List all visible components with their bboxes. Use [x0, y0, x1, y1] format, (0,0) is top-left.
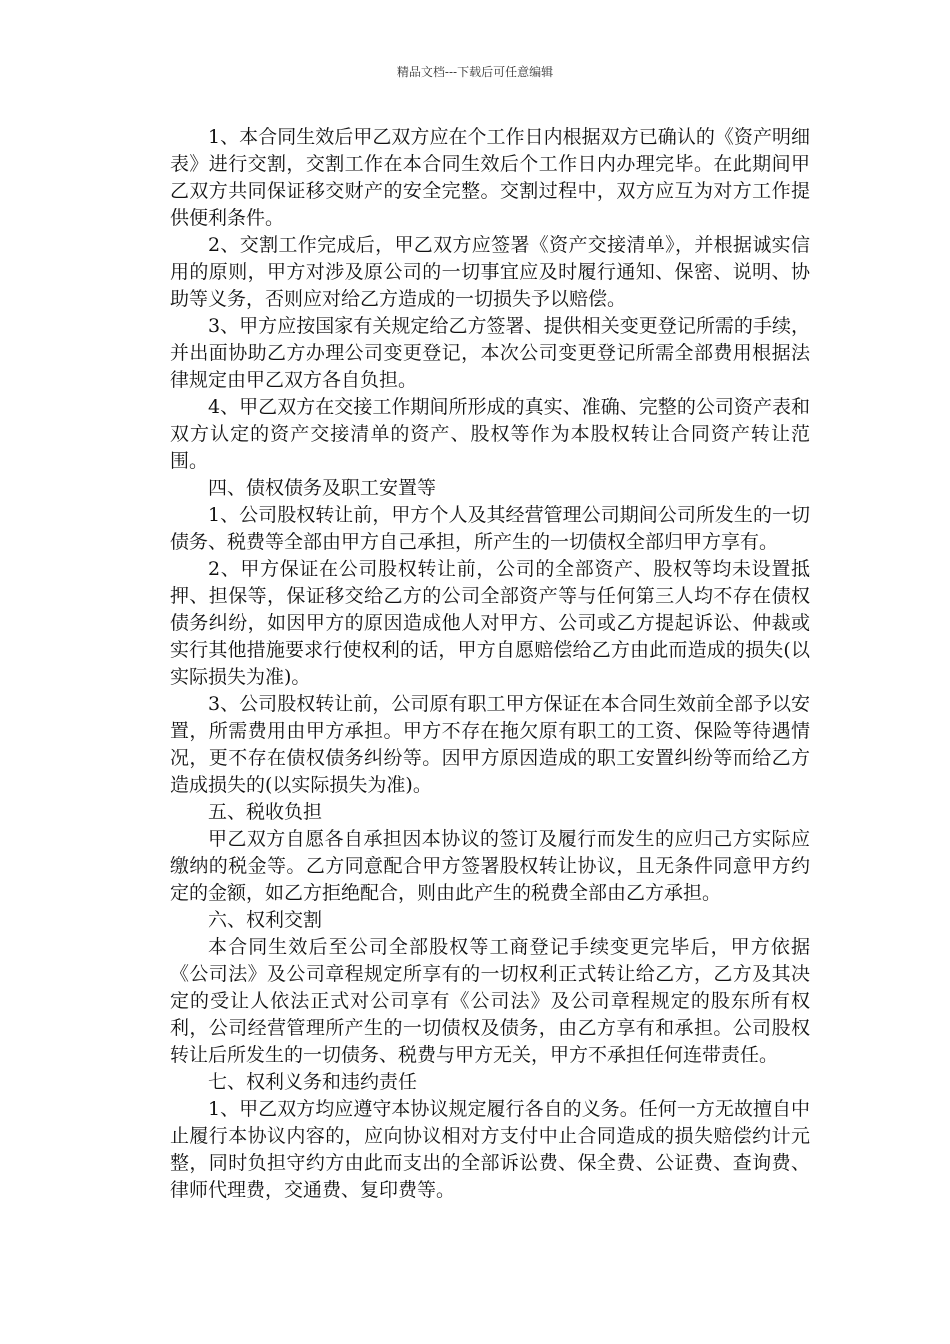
section-heading-rights-transfer: 六、权利交割 — [208, 909, 323, 931]
paragraph-debts-1: 1、公司股权转让前，甲方个人及其经营管理公司期间公司所发生的一切债务、税费等全部由甲方自己承担，所产生的一切债权全部归甲方享有。 — [170, 504, 810, 553]
paragraph-tax: 甲乙双方自愿各自承担因本协议的签订及履行而发生的应归己方实际应缴纳的税金等。乙方同意配合甲方签署股权转让协议，且无条件同意甲方约定的金额，如乙方拒绝配合，则由此产生的税费全部由乙方承担。 — [170, 828, 810, 904]
page-header: 精品文档---下载后可任意编辑 — [396, 65, 554, 79]
paragraph-clause-2: 2、交割工作完成后，甲乙双方应签署《资产交接清单》，并根据诚实信用的原则，甲方对涉及原公司的一切事宜应及时履行通知、保密、说明、协助等义务，否则应对给乙方造成的一切损失予以赔偿。 — [170, 234, 810, 310]
section-heading-debts: 四、债权债务及职工安置等 — [208, 477, 437, 499]
section-heading-obligations: 七、权利义务和违约责任 — [208, 1071, 418, 1093]
paragraph-clause-4: 4、甲乙双方在交接工作期间所形成的真实、准确、完整的公司资产表和双方认定的资产交接清单的资产、股权等作为本股权转让合同资产转让范围。 — [170, 396, 810, 472]
paragraph-debts-3: 3、公司股权转让前，公司原有职工甲方保证在本合同生效前全部予以安置，所需费用由甲方承担。甲方不存在拖欠原有职工的工资、保险等待遇情况，更不存在债权债务纠纷等。因甲方原因造成的职工安置纠纷等而给乙方造成损失的(以实际损失为准)。 — [170, 693, 810, 796]
paragraph-debts-2: 2、甲方保证在公司股权转让前，公司的全部资产、股权等均未设置抵押、担保等，保证移交给乙方的公司全部资产等与任何第三人均不存在债权债务纠纷，如因甲方的原因造成他人对甲方、公司或乙方提起诉讼、仲裁或实行其他措施要求行使权利的话，甲方自愿赔偿给乙方由此而造成的损失(以实际损失为准)。 — [170, 558, 810, 688]
paragraph-clause-3: 3、甲方应按国家有关规定给乙方签署、提供相关变更登记所需的手续，并出面协助乙方办理公司变更登记，本次公司变更登记所需全部费用根据法律规定由甲乙双方各自负担。 — [170, 315, 810, 391]
document-body — [170, 124, 810, 1204]
paragraph-obligations-1: 1、甲乙双方均应遵守本协议规定履行各自的义务。任何一方无故擅自中止履行本协议内容的，应向协议相对方支付中止合同造成的损失赔偿约计元整，同时负担守约方由此而支出的全部诉讼费、保全费、公证费、查询费、律师代理费，交通费、复印费等。 — [170, 1098, 810, 1201]
section-heading-tax: 五、税收负担 — [208, 801, 323, 823]
paragraph-clause-1: 1、本合同生效后甲乙双方应在个工作日内根据双方已确认的《资产明细表》进行交割，交割工作在本合同生效后个工作日内办理完毕。在此期间甲乙双方共同保证移交财产的安全完整。交割过程中，双方应互为对方工作提供便利条件。 — [170, 126, 810, 229]
paragraph-rights-transfer: 本合同生效后至公司全部股权等工商登记手续变更完毕后，甲方依据《公司法》及公司章程规定所享有的一切权利正式转让给乙方，乙方及其决定的受让人依法正式对公司享有《公司法》及公司章程规定的股东所有权利，公司经营管理所产生的一切债权及债务，由乙方享有和承担。公司股权转让后所发生的一切债务、税费与甲方无关，甲方不承担任何连带责任。 — [170, 936, 810, 1066]
